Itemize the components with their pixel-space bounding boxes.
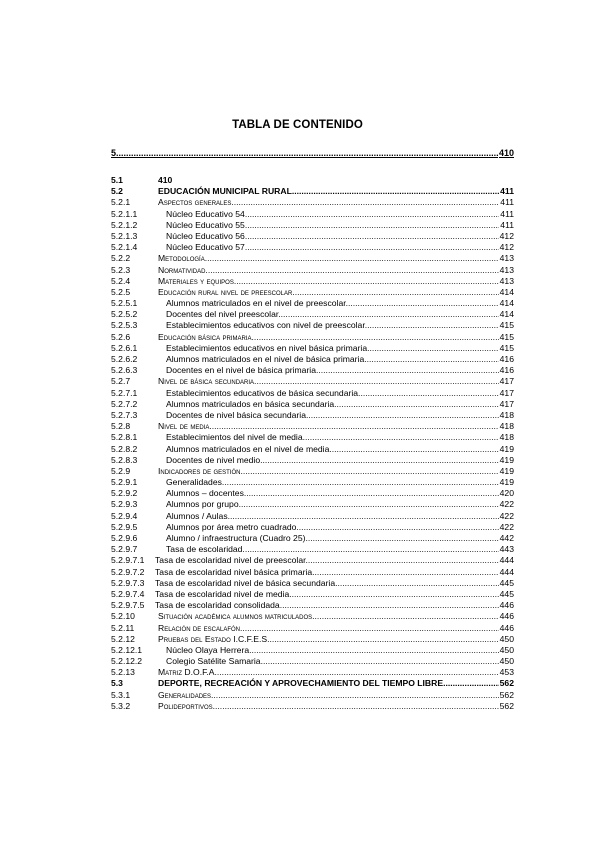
toc-entry-page: 412 xyxy=(499,230,514,241)
toc-entry-number: 5.2.1.1 xyxy=(111,208,138,219)
toc-entry-title: Alumnos matriculados en básica secundaria. xyxy=(166,398,337,409)
toc-entry-page: 562 xyxy=(499,689,514,700)
toc-entry-title: Alumnos por grupo. xyxy=(166,499,241,510)
toc-entry[interactable] xyxy=(111,477,514,488)
toc-entry-title: Docentes de nivel medio. xyxy=(166,454,263,465)
dot-leader xyxy=(236,276,498,287)
toc-entry[interactable] xyxy=(111,623,514,634)
toc-entry-title: Tasa de escolaridad. xyxy=(166,544,245,555)
dot-leader xyxy=(299,522,499,533)
dot-leader xyxy=(305,533,498,544)
dot-leader xyxy=(367,320,499,331)
dot-leader xyxy=(308,410,498,421)
dot-leader xyxy=(337,399,499,410)
toc-entry[interactable] xyxy=(111,488,514,499)
toc-entry[interactable] xyxy=(111,242,514,253)
toc-entry-number: 5.2.7.1 xyxy=(111,387,138,398)
toc-entry-number: 5.2.12.2 xyxy=(111,656,143,667)
dot-leader xyxy=(252,645,499,656)
toc-entry-title: Generalidades. xyxy=(166,477,225,488)
toc-entry-number: 5.2.9.4 xyxy=(111,510,138,521)
toc-entry-chapter xyxy=(111,148,514,159)
toc-entry-title: Docentes de nivel básica secundaria. xyxy=(166,409,309,420)
toc-entry-page: 415 xyxy=(499,331,514,342)
toc-entry-page: 422 xyxy=(499,510,514,521)
toc-entry-title: Núcleo Educativo 56. xyxy=(166,230,248,241)
dot-leader xyxy=(243,466,499,477)
toc-entry[interactable] xyxy=(111,175,514,186)
dot-leader xyxy=(263,656,499,667)
toc-entry-title: Establecimientos del nivel de media. xyxy=(166,432,306,443)
toc-entry[interactable] xyxy=(111,354,514,365)
toc-entry[interactable] xyxy=(111,678,514,689)
toc-entry-page: 419 xyxy=(499,477,514,488)
toc-entry-page: 417 xyxy=(499,387,514,398)
toc-entry-page: 417 xyxy=(499,376,514,387)
dot-leader xyxy=(370,343,499,354)
dot-leader xyxy=(305,432,499,443)
toc-entry-title: Educación básica primaria. xyxy=(158,331,254,342)
toc-entry-page: 417 xyxy=(499,398,514,409)
toc-entry-number: 5.2.11 xyxy=(111,622,135,633)
toc-entry-number: 5.3.2 xyxy=(111,700,131,711)
dot-leader xyxy=(308,555,499,566)
toc-entry-page: 411 xyxy=(500,186,514,197)
dot-leader xyxy=(318,365,498,376)
toc-entry-title: Aspectos generales. xyxy=(158,197,234,208)
dot-leader xyxy=(241,499,499,510)
toc-entry[interactable] xyxy=(111,332,514,343)
toc-entry[interactable] xyxy=(111,298,514,309)
toc-entry-page: 418 xyxy=(499,421,514,432)
toc-entry-number: 5.2.7.3 xyxy=(111,409,138,420)
dot-leader xyxy=(242,623,498,634)
dot-leader xyxy=(443,678,499,689)
toc-entry-number: 5.2.5 xyxy=(111,286,131,297)
toc-entry[interactable] xyxy=(111,265,514,276)
toc-entry[interactable] xyxy=(111,634,514,645)
dot-leader xyxy=(315,567,499,578)
toc-entry[interactable] xyxy=(111,522,514,533)
toc-entry-title: Educación rural nivel de preescolar. xyxy=(158,286,295,297)
toc-entry-title: Alumnos / Aulas. xyxy=(166,510,231,521)
toc-entry-page: 419 xyxy=(499,465,514,476)
toc-entry-title: Establecimientos educativos en nivel básica primaria. xyxy=(166,342,370,353)
toc-entry-title: Metodología. xyxy=(158,253,208,264)
toc-entry-number: 5.2.8.3 xyxy=(111,454,138,465)
toc-entry-title: Tasa de escolaridad consolidada. xyxy=(155,600,283,611)
toc-entry-title: Tasa de escolaridad nivel de media. xyxy=(155,588,292,599)
toc-entry-page: 414 xyxy=(499,309,514,320)
toc-entry-title: 410 xyxy=(158,175,173,185)
toc-entry-number: 5.2.10 xyxy=(111,611,135,622)
toc-entry[interactable] xyxy=(111,455,514,466)
dot-leader xyxy=(315,611,499,622)
toc-entry-title: Normatividad. xyxy=(158,264,208,275)
toc-entry-page: 453 xyxy=(499,667,514,678)
toc-entry-number: 5.2.7.2 xyxy=(111,398,138,409)
toc-entry-page: 446 xyxy=(499,611,514,622)
toc-entry[interactable] xyxy=(111,656,514,667)
toc-entry-page: 444 xyxy=(499,555,514,566)
toc-entry-page: 411 xyxy=(500,208,514,219)
toc-entry[interactable] xyxy=(111,511,514,522)
toc-entry-page: 414 xyxy=(499,298,514,309)
dot-leader xyxy=(217,667,499,678)
dot-leader xyxy=(234,197,500,208)
toc-entry-page: 450 xyxy=(499,644,514,655)
dot-leader xyxy=(338,578,499,589)
toc-entry-number: 5.2.9.7 xyxy=(111,544,138,555)
toc-entry[interactable] xyxy=(111,567,514,578)
toc-entry-number: 5.2.1 xyxy=(111,197,131,208)
dot-leader xyxy=(263,455,499,466)
toc-entry[interactable] xyxy=(111,343,514,354)
toc-entry-title: Indicadores de gestión. xyxy=(158,465,243,476)
toc-entry-page: 415 xyxy=(499,342,514,353)
dot-leader xyxy=(360,388,498,399)
toc-entry-number: 5.2.9 xyxy=(111,465,131,476)
toc-entry-page: 418 xyxy=(499,432,514,443)
toc-entry-title: Polideportivos. xyxy=(158,700,216,711)
toc-entry-title: Alumnos matriculados en el nivel de media. xyxy=(166,443,332,454)
toc-entry-number: 5.2.9.2 xyxy=(111,488,138,499)
toc-entry-page: 562 xyxy=(499,700,514,711)
toc-entry-page: 450 xyxy=(499,633,514,644)
toc-entry-number: 5.2.9.6 xyxy=(111,533,138,543)
dot-leader xyxy=(332,444,499,455)
toc-entry-number: 5.2.8.1 xyxy=(111,432,138,443)
toc-entry[interactable] xyxy=(111,701,514,712)
toc-entry-page: 411 xyxy=(500,219,514,230)
toc-entry[interactable] xyxy=(111,589,514,600)
dot-leader xyxy=(208,265,499,276)
toc-entry[interactable] xyxy=(111,220,514,231)
toc-entry-title: Alumnos matriculados en el nivel de preescolar. xyxy=(166,298,348,309)
toc-entry-title: Establecimientos educativos de básica secundaria. xyxy=(166,387,361,398)
toc-entry-number: 5.1 xyxy=(111,175,123,185)
toc-entry[interactable] xyxy=(111,197,514,208)
toc-entry-page: 410 xyxy=(498,148,514,158)
toc-entry[interactable] xyxy=(111,365,514,376)
toc-entry-number: 5.2.9.1 xyxy=(111,477,138,488)
toc-entry[interactable] xyxy=(111,533,514,544)
dot-leader xyxy=(207,253,499,264)
toc-entry-page: 422 xyxy=(499,499,514,510)
toc-entry-title: Materiales y equipos. xyxy=(158,275,237,286)
toc-entry-number: 5.2.1.2 xyxy=(111,219,138,230)
toc-entry-page: 415 xyxy=(499,320,514,331)
dot-leader xyxy=(282,600,499,611)
toc-entry-page: 422 xyxy=(499,521,514,532)
toc-entry[interactable] xyxy=(111,499,514,510)
toc-entry[interactable] xyxy=(111,611,514,622)
toc-entry-page: 443 xyxy=(499,544,514,555)
toc-entry-title: Nivel de media. xyxy=(158,421,212,432)
toc-entry-page: 445 xyxy=(499,588,514,599)
dot-leader xyxy=(215,701,499,712)
toc-entry[interactable] xyxy=(111,410,514,421)
toc-entry-page: 442 xyxy=(499,533,514,543)
toc-entry-title: Matriz D.O.F.A. xyxy=(158,667,217,678)
toc-entry-title: Núcleo Educativo 55. xyxy=(166,219,248,230)
toc-entry[interactable] xyxy=(111,276,514,287)
toc-entry[interactable] xyxy=(111,600,514,611)
dot-leader xyxy=(292,589,499,600)
dot-leader xyxy=(254,332,499,343)
toc-entry-title: Generalidades. xyxy=(158,689,214,700)
toc-entry-number: 5.2.8 xyxy=(111,421,131,432)
dot-leader xyxy=(212,421,499,432)
dot-leader xyxy=(246,488,498,499)
toc-entry-page: 446 xyxy=(499,622,514,633)
toc-entry-title: Establecimientos educativos con nivel de preescolar. xyxy=(166,320,368,331)
toc-entry-page: 411 xyxy=(500,197,514,208)
toc-entry-title: Colegio Satélite Samaria. xyxy=(166,656,263,667)
toc-entry-number: 5.2.8.2 xyxy=(111,443,138,454)
toc-entry-title: Docentes en el nivel de básica primaria. xyxy=(166,365,319,376)
toc-entry-title: DEPORTE, RECREACIÓN Y APROVECHAMIENTO DEL TIEMPO LIBRE xyxy=(158,678,444,689)
toc-entry-title: Alumnos – docentes. xyxy=(166,488,247,499)
dot-leader xyxy=(256,376,498,387)
toc-entry-number: 5.2.9.5 xyxy=(111,521,138,532)
toc-entry-title: Núcleo Educativo 57. xyxy=(166,242,248,253)
toc-entry-page: 419 xyxy=(499,454,514,465)
toc-entry-title: Núcleo Educativo 54. xyxy=(166,208,248,219)
toc-entry-number: 5.2 xyxy=(111,186,123,197)
toc-entry-number: 5.2.4 xyxy=(111,275,131,286)
toc-entry-number: 5.3 xyxy=(111,678,123,689)
toc-entry[interactable] xyxy=(111,399,514,410)
toc-entry-number: 5.2.9.3 xyxy=(111,499,138,510)
toc-entry-page: 413 xyxy=(499,264,514,275)
toc-entry-page: 413 xyxy=(499,275,514,286)
table-of-contents xyxy=(111,175,514,712)
toc-entry-number: 5.2.5.2 xyxy=(111,309,138,320)
toc-entry-title: Alumno / infraestructura (Cuadro 25) xyxy=(166,533,306,543)
toc-entry-number: 5.2.12 xyxy=(111,633,135,644)
toc-entry[interactable] xyxy=(111,421,514,432)
dot-leader xyxy=(292,186,499,197)
toc-entry-page: 446 xyxy=(499,600,514,611)
toc-entry-title: Tasa de escolaridad nivel de básica secundaria. xyxy=(155,577,338,588)
dot-leader xyxy=(247,242,498,253)
toc-entry-title: Situación académica alumnos matriculados. xyxy=(158,611,315,622)
toc-entry-number: 5.2.7 xyxy=(111,376,131,387)
dot-leader xyxy=(367,354,499,365)
toc-entry[interactable] xyxy=(111,231,514,242)
dot-leader xyxy=(247,209,499,220)
toc-entry[interactable] xyxy=(111,388,514,399)
toc-entry-page: 420 xyxy=(499,488,514,499)
toc-entry-number: 5.2.9.7.3 xyxy=(111,577,145,588)
dot-leader xyxy=(295,287,499,298)
toc-entry-page: 419 xyxy=(499,443,514,454)
toc-entry-number: 5.2.12.1 xyxy=(111,644,143,655)
dot-leader xyxy=(348,298,499,309)
toc-entry-title: Alumnos matriculados en el nivel de básica primaria. xyxy=(166,354,367,364)
dot-leader xyxy=(270,634,499,645)
toc-entry-title: Relación de escalafón. xyxy=(158,622,243,633)
toc-entry[interactable] xyxy=(111,667,514,678)
toc-entry-page: 450 xyxy=(499,656,514,667)
dot-leader xyxy=(247,231,498,242)
toc-entry-number: 5.3.1 xyxy=(111,689,131,700)
toc-entry-title: Docentes del nivel preescolar. xyxy=(166,309,281,320)
toc-entry-title: EDUCACIÓN MUNICIPAL RURAL xyxy=(158,186,292,197)
dot-leader xyxy=(213,690,498,701)
toc-entry[interactable] xyxy=(111,432,514,443)
toc-entry-title: Nivel de básica secundaria. xyxy=(158,376,257,387)
toc-entry-number: 5.2.6.1 xyxy=(111,342,138,353)
toc-entry-title: Alumnos por área metro cuadrado. xyxy=(166,521,299,532)
toc-entry[interactable] xyxy=(111,186,514,197)
toc-entry[interactable] xyxy=(111,690,514,701)
dot-leader xyxy=(230,511,499,522)
toc-entry-number: 5.2.6.2 xyxy=(111,354,138,364)
toc-entry-title: Pruebas del Estado I.C.F.E.S. xyxy=(158,633,270,644)
toc-entry[interactable] xyxy=(111,309,514,320)
toc-entry[interactable] xyxy=(111,466,514,477)
toc-entry-number: 5.2.9.7.4 xyxy=(111,588,145,599)
dot-leader xyxy=(116,148,498,158)
toc-entry-number: 5.2.9.7.5 xyxy=(111,600,145,611)
toc-entry-page: 413 xyxy=(499,253,514,264)
toc-entry-number: 5.2.6 xyxy=(111,331,131,342)
toc-entry-number: 5.2.9.7.2 xyxy=(111,566,145,577)
toc-entry-page: 562 xyxy=(499,678,514,689)
toc-entry-number: 5.2.6.3 xyxy=(111,365,138,376)
toc-entry-page: 418 xyxy=(499,409,514,420)
toc-entry[interactable] xyxy=(111,444,514,455)
toc-entry-number: 5.2.9.7.1 xyxy=(111,555,145,566)
toc-entry-title: Núcleo Olaya Herrera. xyxy=(166,644,252,655)
toc-entry-page: 412 xyxy=(499,242,514,253)
toc-entry-page: 445 xyxy=(499,577,514,588)
toc-entry-page: 414 xyxy=(499,286,514,297)
dot-leader xyxy=(245,544,499,555)
toc-entry-number: 5.2.2 xyxy=(111,253,131,264)
toc-entry[interactable] xyxy=(111,376,514,387)
toc-entry-number: 5 xyxy=(111,148,117,158)
toc-entry[interactable] xyxy=(111,578,514,589)
toc-entry-page: 444 xyxy=(499,566,514,577)
toc-entry-page: 416 xyxy=(499,365,514,376)
toc-entry-page: 416 xyxy=(499,354,514,364)
toc-entry-number: 5.2.1.3 xyxy=(111,230,138,241)
page-title: TABLA DE CONTENIDO xyxy=(232,119,363,131)
toc-entry-number: 5.2.5.3 xyxy=(111,320,138,331)
dot-leader xyxy=(224,477,498,488)
toc-entry-title: Tasa de escolaridad nivel de preescolar. xyxy=(155,555,308,566)
toc-entry[interactable] xyxy=(111,253,514,264)
toc-entry[interactable] xyxy=(111,544,514,555)
toc-entry-number: 5.2.5.1 xyxy=(111,298,138,309)
toc-entry[interactable] xyxy=(111,209,514,220)
toc-entry[interactable] xyxy=(111,320,514,331)
toc-entry[interactable] xyxy=(111,287,514,298)
toc-entry-number: 5.2.3 xyxy=(111,264,131,275)
dot-leader xyxy=(247,220,499,231)
dot-leader xyxy=(281,309,499,320)
toc-entry[interactable] xyxy=(111,555,514,566)
toc-entry-number: 5.2.13 xyxy=(111,667,135,678)
toc-entry[interactable] xyxy=(111,645,514,656)
toc-entry-number: 5.2.1.4 xyxy=(111,242,138,253)
toc-entry-title: Tasa de escolaridad nivel básica primaria. xyxy=(155,566,315,577)
